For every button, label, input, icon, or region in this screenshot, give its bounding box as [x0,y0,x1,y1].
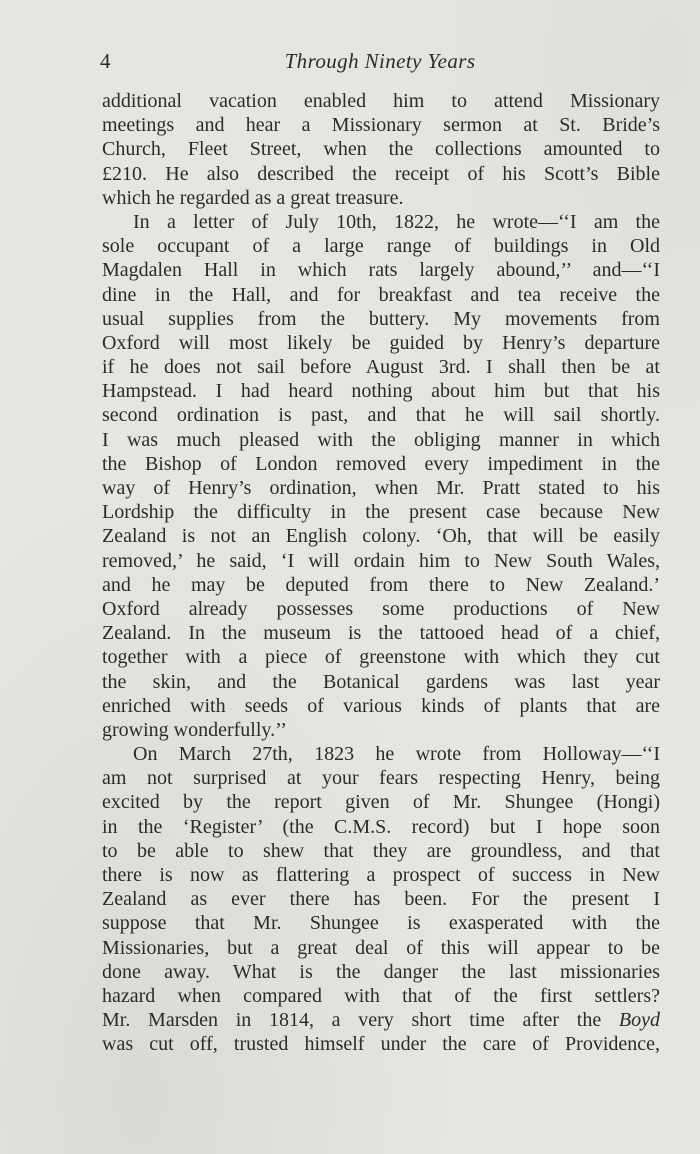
text-line: usual supplies from the buttery. My movements from [102,307,660,330]
text-line: in the ‘Register’ (the C.M.S. record) but I hope soon [102,815,660,838]
text-line: together with a piece of greenstone with which they cut [102,646,660,669]
text-line: Zealand. In the museum is the tattooed head of a chief, [102,622,660,645]
text-line: enriched with seeds of various kinds of plants that are [102,694,660,717]
text-line: On March 27th, 1823 he wrote from Holloway—‘‘I [133,743,660,766]
text-line: way of Henry’s ordination, when Mr. Pratt stated to his [102,477,660,499]
text-line: Oxford will most likely be guided by Henry’s departure [102,331,660,354]
text-line: growing wonderfully.’’ [102,718,287,741]
body-text [102,89,660,1057]
paragraph [102,742,660,1056]
text-line: Hampstead. I had heard nothing about him but that his [102,380,660,403]
text-line: second ordination is past, and that he will sail shortly. [102,404,660,427]
text-line: Oxford already possesses some productions of New [102,597,660,620]
text-line: there is now as flattering a prospect of success in New [102,864,660,886]
text-line: Zealand is not an English colony. ‘Oh, that will be easily [102,525,660,548]
page-header [100,49,660,79]
text-line: Missionaries, but a great deal of this will appear to be [102,936,660,959]
text-line: suppose that Mr. Shungee is exasperated with the [102,912,660,935]
paragraph [102,89,660,210]
text-line: I was much pleased with the obliging manner in which [102,428,660,451]
paragraph [102,210,660,742]
text-line: which he regarded as a great treasure. [102,186,404,209]
text-line: dine in the Hall, and for breakfast and tea receive the [102,283,660,306]
text-line: meetings and hear a Missionary sermon at St. Bride’s [102,114,660,137]
text-line: removed,’ he said, ‘I will ordain him to New South Wales, [102,549,660,572]
text-line: if he does not sail before August 3rd. I shall then be at [102,356,660,379]
text-line: Church, Fleet Street, when the collections amounted to [102,138,660,161]
text-line: the skin, and the Botanical gardens was last year [102,670,660,693]
text-line: additional vacation enabled him to attend Missionary [102,90,660,112]
page-number: 4 [100,49,111,73]
text-line: hazard when compared with that of the first settlers? [102,984,660,1007]
text-line: Magdalen Hall in which rats largely abound,’’ and—‘‘I [102,259,660,282]
text-line: excited by the report given of Mr. Shungee (Hongi) [102,791,660,814]
running-title: Through Ninety Years [284,49,476,73]
text-line: and he may be deputed from there to New Zealand.’ [102,573,660,596]
text-line: am not surprised at your fears respecting Henry, being [102,767,660,790]
text-line: Mr. Marsden in 1814, a very short time after the Boyd [102,1009,660,1032]
text-line: In a letter of July 10th, 1822, he wrote—‘‘I am the [133,210,660,233]
text-line: done away. What is the danger the last missionaries [102,960,660,983]
text-line: Lordship the difficulty in the present case because New [102,501,660,524]
text-line: to be able to shew that they are groundless, and that [102,839,660,862]
text-line: £210. He also described the receipt of his Scott’s Bible [102,162,660,185]
text-line: Zealand as ever there has been. For the present I [102,888,660,911]
text-line: was cut off, trusted himself under the care of Providence, [102,1033,660,1056]
text-line: sole occupant of a large range of buildings in Old [102,235,660,258]
text-line: the Bishop of London removed every impediment in the [102,452,660,475]
